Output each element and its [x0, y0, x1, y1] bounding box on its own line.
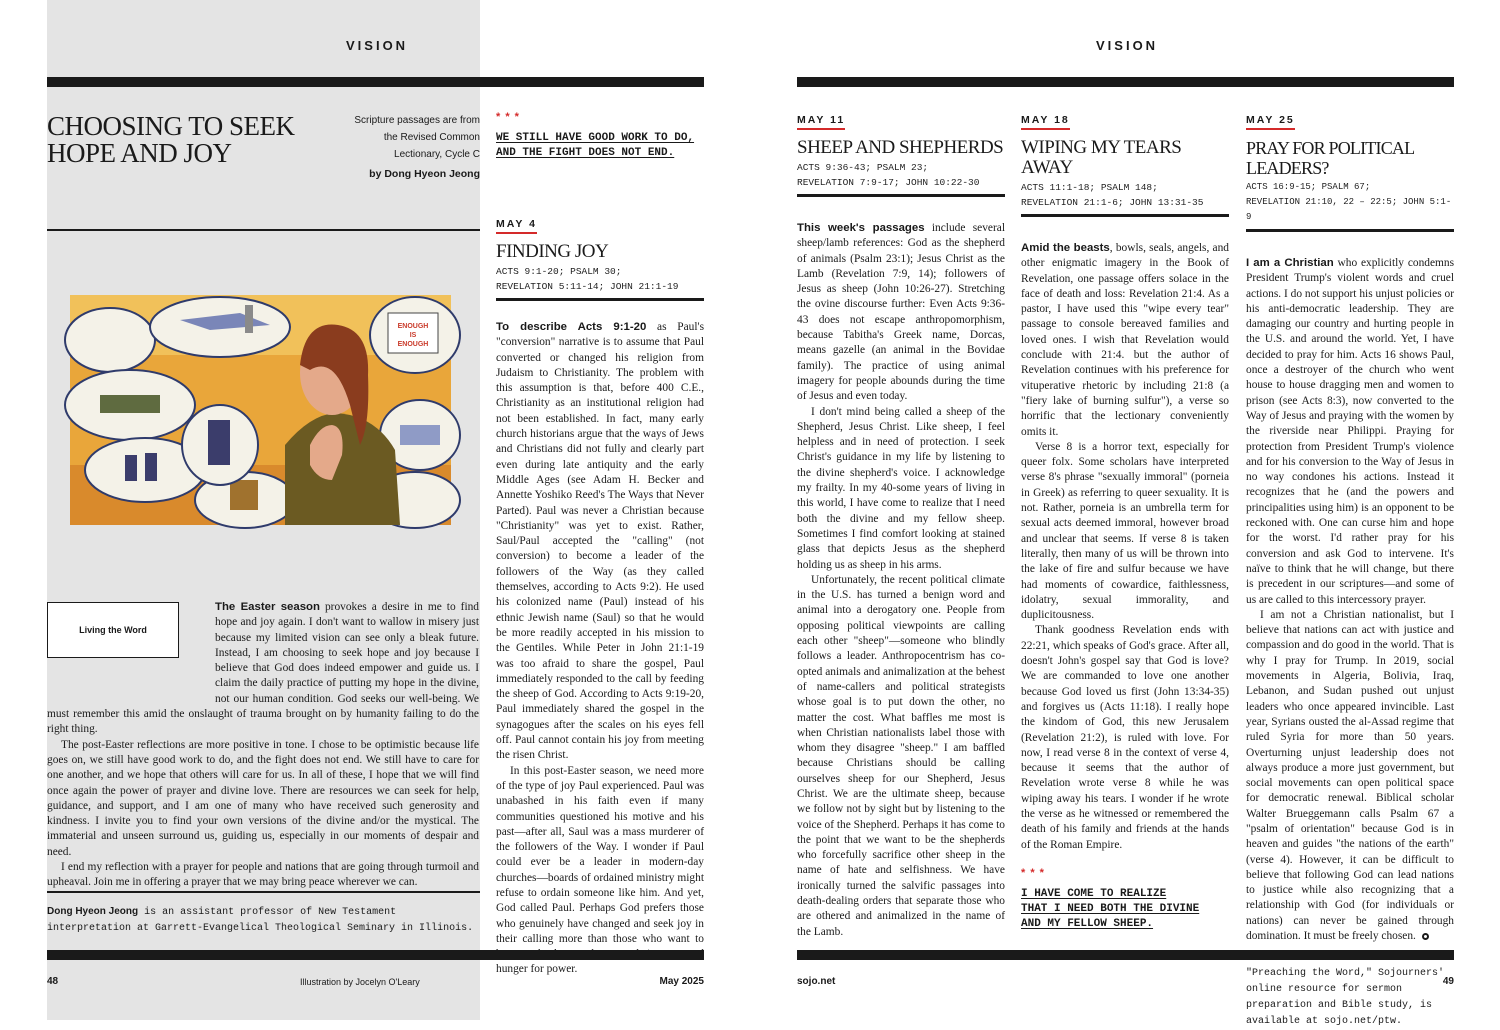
scripture-refs: ACTS 9:36-43; PSALM 23; REVELATION 7:9-17; JOHN 10:22-30: [797, 162, 980, 188]
author-bio: Dong Hyeon Jeong is an assistant professor of New Testament interpretation at Garrett-Evangelical Theological Seminary in Illinois.: [47, 906, 474, 934]
illustration: [70, 295, 451, 525]
pull-quote-1: * * * WE STILL HAVE GOOD WORK TO DO, AND THE FIGHT DOES NOT END.: [496, 111, 695, 159]
entry-may-25: [1246, 110, 1454, 1030]
column-label-box: Living the Word: [47, 602, 179, 658]
title-divider: [47, 229, 480, 231]
preaching-note: "Preaching the Word," Sojourners' online resource for sermon preparation and Bible study, is available at sojo.net/ptw.: [1246, 967, 1445, 1027]
illustration-credit: Illustration by Jocelyn O'Leary: [300, 977, 420, 987]
entry-title: SHEEP AND SHEPHERDS: [797, 137, 1004, 158]
entry-title: FINDING JOY: [496, 241, 609, 262]
date-label: MAY 4: [496, 218, 537, 234]
section-label-left: VISION: [346, 38, 409, 53]
top-rule-right: [797, 77, 1454, 87]
date-label: MAY 25: [1246, 114, 1295, 130]
date-label: MAY 18: [1021, 114, 1070, 130]
page-number-left: 48: [47, 976, 59, 987]
entry-may-18: [1021, 110, 1229, 853]
entry-may-4: [496, 214, 704, 978]
date-label: MAY 11: [797, 114, 845, 130]
illustration-art: [70, 295, 451, 525]
entry-body: Amid the beasts, bowls, seals, angels, and other enigmatic imagery in the Book of Revelation, one passage offers solace in the face of death and loss: Revelation 21:4. As a pastor, I have used this "wipe every tear" passage to console bereaved families and loved ones. I wish that Revelation would conclude with 21:4. but the author of Revelation continues with his preference for vituperative rhetoric by including 21:8 (a "fiery lake of burning sulfur"), a verse so horrific that the lectionary conveniently omits it. Verse 8 is a horror text, especially for queer folx. Some scholars have interpreted verse 8's phrase "sexually immoral" (porneia in Greek) as referring to queer sexuality. It is not. Rather, porneia is an umbrella term for sexual acts deemed immoral, however broad and unclear that seems. If verse 8 is taken literally, then many of us will be thrown into the lake of fire and sulfur because we have had moments of cowardice, faithlessness, idolatry, sexual immorality, and duplicitousness. Thank goodness Revelation ends with 22:21, which speaks of God's grace. After all, doesn't John's gospel say that God is love? We are commanded to love one another because God loved us first (John 13:34-35) and forgives us (Acts 11:18). I really hope the kindom of God, this new Jerusalem (Revelation 21:2), is ruled with love. For now, I read verse 8 in the context of verse 4, because it seems that the author of Revelation wrote verse 8 while he was wiping away his tears. I wonder if he wrote the verse as he witnessed or remembered the death of his family and friends at the hands of the Roman Empire.: [1021, 242, 1230, 851]
section-label-right: VISION: [1096, 38, 1159, 53]
byline: by Dong Hyeon Jeong: [369, 168, 480, 180]
scripture-refs: ACTS 11:1-18; PSALM 148; REVELATION 21:1-6; JOHN 13:31-35: [1021, 182, 1204, 208]
site-url: sojo.net: [797, 976, 836, 987]
protest-sign-text: ENOUGH: [397, 323, 429, 330]
end-mark-icon: [1422, 933, 1429, 940]
bottom-rule-right: [797, 950, 1454, 960]
intro-paragraph-3: I end my reflection with a prayer for people and nations that are going through turmoil and upheaval. Join me in offering a prayer that we may bring peace wherever we can.: [47, 861, 479, 889]
pull-quote-2: * * * I HAVE COME TO REALIZE THAT I NEED BOTH THE DIVINE AND MY FELLOW SHEEP.: [1021, 867, 1200, 930]
bio-divider: [47, 891, 480, 893]
lectionary-note: Scripture passages are from the Revised Common Lectionary, Cycle C: [354, 115, 480, 160]
intro-paragraph-1: The Easter season provokes a desire in me to find hope and joy again. I don't want to wallow in misery just because my limited vision can see only a bleak future. Instead, I am choosing to seek hope and joy because I believe that God does indeed empower and guide us. I claim the daily practice of putting my hope in the divine, not our human condition. God seeks our well-being. We must remember this amid the onslaught of trauma brought on by humanity failing to do the right thing.: [47, 601, 479, 736]
intro-body: [47, 600, 479, 891]
page-number-right: 49: [1442, 976, 1454, 987]
issue-date: May 2025: [659, 976, 704, 987]
scripture-refs: ACTS 16:9-15; PSALM 67; REVELATION 21:10, 22 – 22:5; JOHN 5:1-9: [1246, 182, 1452, 222]
scripture-refs: ACTS 9:1-20; PSALM 30; REVELATION 5:11-14; JOHN 21:1-19: [496, 266, 679, 292]
entry-title: PRAY FOR POLITICAL LEADERS?: [1246, 138, 1414, 178]
intro-paragraph-2: The post-Easter reflections are more positive in tone. I chose to be optimistic because life goes on, we still have good work to do, and the fight does not end. We still have to care for one another, and we hope that others will care for us. In all of these, I hope that we will find once again the power of prayer and divine love. There are resources we can seek for help, guidance, and support, and I am one of many who have received such generosity and kindness. I invite you to find your own versions of the divine and/or the mystical. The immaterial and unseen surround us, guiding us, especially in our moments of despair and need.: [47, 738, 479, 858]
bottom-rule-left: [47, 950, 704, 960]
svg-text:ENOUGH: ENOUGH: [397, 341, 429, 348]
entry-body: I am a Christian who explicitly condemns President Trump's violent words and cruel actions. I do not support his unjust policies or his anti-democratic leadership. They are damaging our country and hurting people in the U.S. and around the world. Yet, I have decided to pray for him. Acts 16 shows Paul, once a destroyer of the church who went house to house dragging men and women to prison (see Acts 8:3), now converted to the Way of Jesus and praying with the women by the riverside near Philippi. Praying for protection from President Trump's violence and for his conversion to the Way of Jesus in no way condones his actions. Instead it recognizes that he (and the powers and principalities using him) is an opponent to be reckoned with. One can curse him and hope for the worst. I'd rather pray for his conversion and ask God to intervene. It's naïve to think that he will change, but there is precedent in our scriptures—and some of us are called to this intercessory prayer. I am not a Christian nationalist, but I believe that nations can act with justice and compassion and do good in the world. That is why I pray for Trump. In 2019, social movements in Algeria, Bolivia, Iraq, Lebanon, and Sudan pushed out unjust leaders who once appeared invincible. Last year, Syrians ousted the al-Assad regime that ruled Syria for more than 50 years. Overturning unjust leadership does not always produce a more just government, but social movements can open political space for democratic renewal. Biblical scholar Walter Brueggemann calls Psalm 67 a "psalm of orientation" because God is in heaven and guides "the nations of the earth" (verse 4). However, it can be difficult to believe that following God can lead nations to justice while also recognizing that a relationship with God (for individuals or nations) can never be gained through domination. It must be freely chosen.: [1246, 257, 1454, 943]
svg-text:IS: IS: [409, 332, 417, 339]
article-title: CHOOSING TO SEEK HOPE AND JOY: [47, 111, 295, 168]
top-rule-left: [47, 77, 704, 87]
entry-may-11: [797, 110, 1005, 940]
entry-body: To describe Acts 9:1-20 as Paul's "conversion" narrative is to assume that Paul converted or changed his religion from Judaism to Christianity. The problem with this assumption is that, before 400 C.E., Christianity as an institutional religion had not been established. In fact, many early church historians argue that the ways of Jews and Christians did not fully and clearly part even during late antiquity and the early Middle Ages (see Adam H. Becker and Annette Yoshiko Reed's The Ways that Never Parted). Paul was never a Christian because "Christianity" was yet to exist. Rather, Saul/Paul accepted the "calling" (not conversion) to become a leader of the followers of the Way (as they called themselves, according to Acts 9:2). He used his colonized name (Paul) instead of his ethnic Jewish name (Saul) so that he would be more readily accepted in his mission to the Gentiles. While Peter in John 21:1-19 was too afraid to share the gospel, Paul immediately responded to the call by feeding the sheep of God. According to Acts 9:19-20, Paul immediately shared the gospel in the synagogues after the scales on his eyes fell off. Paul cannot contain his joy from meeting the risen Christ. In this post-Easter season, we need more of the type of joy Paul experienced. Paul was unabashed in his faith even if many communities questioned his motive and his past—after all, Saul was a mass murderer of the followers of the Way. I wonder if Paul could ever be a leader in modern-day churches—boards of ordained ministry might refuse to ordain someone like him. And yet, God called Paul. Perhaps God prefers those who genuinely have changed and seek joy in their calling more than those who want to hunger for power.: [496, 321, 705, 976]
entry-title: WIPING MY TEARS AWAY: [1021, 137, 1182, 178]
entry-body: This week's passages include several sheep/lamb references: God as the shepherd of animals (Psalm 23:1); Jesus Christ as the Lamb (Revelation 7:9, 14); followers of Jesus as sheep (John 10:26-27). Stretching the ovine discourse further: Even Acts 9:36-43 does not escape anthropomorphism, because Tabitha's Greek name, Dorcas, means gazelle (an animal in the Bovidae family). The practice of using animal imagery for people abounds during the time of Jesus and even today. I don't mind being called a sheep of the Shepherd, Jesus Christ. Like sheep, I feel helpless and in need of protection. I seek Christ's guidance in my life by listening to the divine shepherd's voice. I acknowledge my frailty. In my 40-some years of living in this world, I have come to realize that I need both the divine and my fellow sheep. Sometimes I find comfort looking at stained glass that depicts Jesus as the shepherd holding us as sheep in his arms. Unfortunately, the recent political climate in the U.S. has turned a benign word and animal into a derogatory one. People from opposing political viewpoints are calling each other "sheep"—someone who blindly follows a leader. Anthropocentrism has co-opted animals and animalization at the behest of name-callers and political strategists whose goal is to put down the other, no matter the cost. What baffles me most is when Christian nationalists label those with whom they disagree "sheep." I am baffled because Christians should be calling ourselves sheep for our Shepherd, Jesus Christ. We are the ultimate sheep, because we follow not by sight but by listening to the voice of the Shepherd. Perhaps it has come to the point that we want to be the shepherds who forcefully sacrifice other sheep in the name of hate and selfishness. We have ironically turned the salvific passages into death-dealing orders that separate those who are othered and animalized in the name of the Lamb.: [797, 222, 1005, 938]
